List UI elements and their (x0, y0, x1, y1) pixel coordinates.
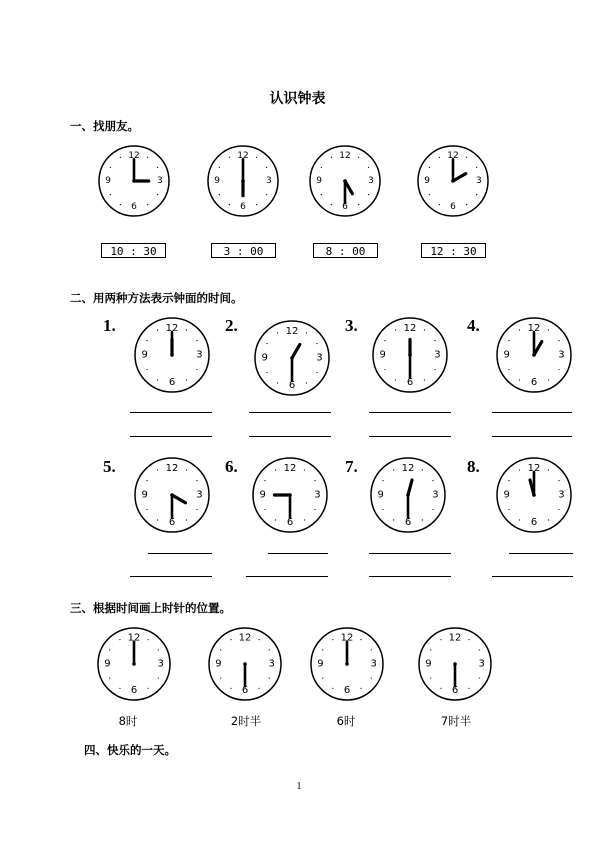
clock-numeral-bottom: 6 (168, 376, 176, 388)
clock-tick (220, 677, 221, 678)
clock-tick (548, 519, 549, 520)
clock-center (406, 493, 410, 497)
clock-tick (186, 519, 187, 520)
clock-numeral-left: 9 (215, 658, 222, 670)
clock-tick (466, 157, 467, 158)
clock-tick (266, 194, 267, 195)
clock-tick (440, 688, 441, 689)
clock-tick (519, 519, 520, 520)
answer-line[interactable] (148, 553, 212, 554)
clock-tick (434, 369, 435, 370)
clock-numeral-right: 3 (478, 658, 485, 670)
clock-numeral-right: 3 (370, 658, 377, 670)
clock-numeral-left: 9 (141, 489, 148, 501)
clock-numeral-bottom: 6 (241, 685, 249, 697)
clock-tick (322, 649, 323, 650)
clock-tick (258, 639, 259, 640)
clock-center (532, 493, 536, 497)
clock-tick (109, 677, 110, 678)
clock-tick (196, 340, 197, 341)
clock-tick (258, 688, 259, 689)
time-box-2: 3 : 00 (211, 243, 276, 258)
clock-tick (558, 340, 559, 341)
clock-numeral-top: 12 (527, 462, 541, 474)
clock-tick (275, 469, 276, 470)
clock-tick (382, 480, 383, 481)
clock-tick (314, 509, 315, 510)
clock-center (288, 493, 292, 497)
answer-line[interactable] (249, 436, 331, 437)
clock-tick (440, 639, 441, 640)
clock-tick (186, 329, 187, 330)
clock-tick (548, 329, 549, 330)
item-number-1: 1. (103, 316, 116, 335)
clock-numeral-left: 9 (503, 489, 510, 501)
clock-tick (368, 194, 369, 195)
section-4-heading: 四、快乐的一天。 (84, 743, 176, 757)
clock-tick (119, 639, 120, 640)
answer-line[interactable] (492, 576, 573, 577)
clock-tick (371, 677, 372, 678)
item-number-6: 6. (225, 457, 238, 476)
clock-numeral-top: 12 (237, 150, 249, 161)
clock-tick (479, 649, 480, 650)
clock-tick (439, 157, 440, 158)
clock-tick (316, 372, 317, 373)
question-clock-1 (132, 315, 212, 395)
clock-tick (157, 329, 158, 330)
clock-tick (430, 649, 431, 650)
clock-tick (466, 204, 467, 205)
clock-numeral-top: 12 (285, 325, 299, 337)
clock-tick (269, 649, 270, 650)
clock-center (170, 493, 174, 497)
clock-tick (321, 167, 322, 168)
clock-tick (146, 480, 147, 481)
clock-tick (256, 204, 257, 205)
answer-line[interactable] (369, 412, 451, 413)
clock-tick (186, 379, 187, 380)
clock-tick (266, 343, 267, 344)
question-clock-5 (132, 455, 212, 535)
page-title: 认识钟表 (269, 91, 326, 107)
time-caption-1: 8时 (118, 714, 138, 728)
clock-tick (393, 519, 394, 520)
clock-numeral-right: 3 (314, 489, 321, 501)
time-box-4: 12 : 30 (421, 243, 486, 258)
clock-numeral-left: 9 (379, 349, 386, 361)
clock-numeral-right: 3 (558, 349, 565, 361)
clock-tick (434, 340, 435, 341)
clock-tick (508, 509, 509, 510)
clock-tick (476, 194, 477, 195)
clock-numeral-top: 12 (401, 462, 415, 474)
clock-tick (508, 369, 509, 370)
time-caption-3: 6时 (336, 714, 356, 728)
draw-hand-clock-3 (308, 625, 386, 703)
clock-numeral-top: 12 (339, 150, 351, 161)
clock-tick (468, 639, 469, 640)
question-clock-8 (494, 455, 574, 535)
answer-line[interactable] (369, 576, 451, 577)
clock-numeral-right: 3 (157, 176, 163, 186)
clock-numeral-right: 3 (157, 658, 164, 670)
clock-numeral-top: 12 (447, 150, 459, 161)
clock-numeral-bottom: 6 (130, 685, 138, 697)
clock-numeral-left: 9 (377, 489, 384, 501)
clock-numeral-bottom: 6 (288, 379, 296, 391)
clock-numeral-bottom: 6 (131, 201, 137, 212)
clock-numeral-bottom: 6 (286, 516, 294, 528)
answer-line[interactable] (130, 576, 212, 577)
clock-tick (432, 480, 433, 481)
clock-tick (219, 167, 220, 168)
clock-tick (119, 688, 120, 689)
clock-tick (429, 167, 430, 168)
clock-numeral-bottom: 6 (451, 685, 459, 697)
clock-center (132, 179, 136, 183)
clock-center (290, 356, 294, 360)
clock-2 (205, 143, 281, 219)
clock-tick (306, 332, 307, 333)
question-clock-4 (494, 315, 574, 395)
clock-numeral-bottom: 6 (406, 376, 414, 388)
clock-tick (476, 167, 477, 168)
clock-numeral-right: 3 (558, 489, 565, 501)
clock-tick (314, 480, 315, 481)
clock-center (453, 662, 457, 666)
clock-tick (331, 204, 332, 205)
clock-1 (96, 143, 172, 219)
clock-tick (157, 167, 158, 168)
clock-numeral-right: 3 (266, 176, 272, 186)
clock-tick (109, 649, 110, 650)
clock-tick (424, 379, 425, 380)
clock-tick (219, 194, 220, 195)
clock-tick (321, 194, 322, 195)
clock-numeral-bottom: 6 (530, 376, 538, 388)
clock-tick (110, 194, 111, 195)
clock-tick (368, 167, 369, 168)
clock-tick (147, 688, 148, 689)
clock-numeral-bottom: 6 (450, 201, 456, 212)
answer-line[interactable] (130, 436, 212, 437)
answer-line[interactable] (246, 576, 328, 577)
draw-hand-clock-2 (206, 625, 284, 703)
draw-hand-clock-4 (416, 625, 494, 703)
clock-numeral-right: 3 (434, 349, 441, 361)
item-number-7: 7. (345, 457, 358, 476)
clock-tick (275, 519, 276, 520)
time-box-1: 10 : 30 (101, 243, 166, 258)
clock-center (243, 662, 247, 666)
item-number-3: 3. (345, 316, 358, 335)
answer-line[interactable] (492, 412, 572, 413)
clock-tick (508, 480, 509, 481)
clock-numeral-left: 9 (105, 176, 111, 186)
clock-tick (146, 509, 147, 510)
clock-3 (307, 143, 383, 219)
clock-tick (429, 194, 430, 195)
clock-numeral-right: 3 (196, 489, 203, 501)
clock-tick (519, 329, 520, 330)
clock-tick (120, 157, 121, 158)
answer-line[interactable] (268, 553, 328, 554)
answer-line[interactable] (369, 553, 451, 554)
clock-center (343, 179, 347, 183)
clock-center (170, 353, 174, 357)
clock-tick (395, 379, 396, 380)
clock-tick (264, 509, 265, 510)
clock-center (408, 353, 412, 357)
clock-tick (548, 469, 549, 470)
clock-numeral-top: 12 (403, 322, 417, 334)
question-clock-7 (368, 455, 448, 535)
clock-numeral-bottom: 6 (530, 516, 538, 528)
clock-4 (415, 143, 491, 219)
clock-numeral-top: 12 (340, 632, 354, 644)
clock-numeral-left: 9 (316, 176, 322, 186)
clock-tick (519, 379, 520, 380)
clock-tick (157, 379, 158, 380)
clock-tick (393, 469, 394, 470)
question-clock-2 (252, 318, 332, 398)
clock-tick (331, 157, 332, 158)
draw-hand-clock-1 (95, 625, 173, 703)
answer-line[interactable] (249, 412, 331, 413)
clock-numeral-right: 3 (196, 349, 203, 361)
clock-numeral-left: 9 (503, 349, 510, 361)
clock-tick (147, 204, 148, 205)
clock-tick (306, 382, 307, 383)
clock-tick (230, 688, 231, 689)
clock-tick (384, 369, 385, 370)
clock-tick (360, 688, 361, 689)
item-number-8: 8. (467, 457, 480, 476)
clock-tick (186, 469, 187, 470)
clock-numeral-top: 12 (527, 322, 541, 334)
clock-numeral-left: 9 (214, 176, 220, 186)
clock-numeral-right: 3 (368, 176, 374, 186)
section-2-heading: 二、用两种方法表示钟面的时间。 (70, 291, 243, 305)
clock-numeral-left: 9 (259, 489, 266, 501)
answer-line[interactable] (492, 436, 572, 437)
clock-tick (422, 519, 423, 520)
clock-tick (384, 340, 385, 341)
clock-tick (230, 639, 231, 640)
question-clock-3 (370, 315, 450, 395)
clock-tick (158, 677, 159, 678)
clock-tick (304, 519, 305, 520)
clock-tick (157, 469, 158, 470)
clock-numeral-top: 12 (165, 322, 179, 334)
clock-tick (269, 677, 270, 678)
clock-tick (316, 343, 317, 344)
clock-tick (157, 194, 158, 195)
time-caption-4: 7时半 (440, 714, 472, 728)
clock-tick (196, 509, 197, 510)
item-number-2: 2. (225, 316, 238, 335)
clock-tick (120, 204, 121, 205)
clock-tick (439, 204, 440, 205)
clock-tick (322, 677, 323, 678)
clock-tick (110, 167, 111, 168)
clock-tick (264, 480, 265, 481)
section-3-heading: 三、根据时间画上时针的位置。 (70, 601, 231, 615)
clock-numeral-top: 12 (238, 632, 252, 644)
answer-line[interactable] (369, 436, 451, 437)
clock-numeral-top: 12 (448, 632, 462, 644)
clock-tick (430, 677, 431, 678)
clock-tick (432, 509, 433, 510)
clock-numeral-left: 9 (425, 658, 432, 670)
clock-tick (196, 369, 197, 370)
clock-numeral-left: 9 (424, 176, 430, 186)
clock-numeral-bottom: 6 (343, 685, 351, 697)
clock-numeral-left: 9 (141, 349, 148, 361)
clock-numeral-bottom: 6 (168, 516, 176, 528)
clock-numeral-top: 12 (128, 150, 140, 161)
clock-numeral-right: 3 (432, 489, 439, 501)
time-box-3: 8 : 00 (313, 243, 378, 258)
clock-numeral-left: 9 (104, 658, 111, 670)
clock-tick (332, 688, 333, 689)
clock-tick (479, 677, 480, 678)
clock-numeral-left: 9 (317, 658, 324, 670)
clock-tick (508, 340, 509, 341)
clock-tick (519, 469, 520, 470)
clock-tick (371, 649, 372, 650)
clock-center (132, 662, 136, 666)
item-number-4: 4. (467, 316, 480, 335)
clock-numeral-bottom: 6 (240, 201, 246, 212)
clock-tick (558, 369, 559, 370)
question-clock-6 (250, 455, 330, 535)
clock-tick (277, 332, 278, 333)
clock-numeral-top: 12 (127, 632, 141, 644)
clock-tick (382, 509, 383, 510)
clock-tick (422, 469, 423, 470)
clock-tick (147, 157, 148, 158)
clock-tick (304, 469, 305, 470)
answer-line[interactable] (130, 412, 212, 413)
answer-line[interactable] (509, 553, 573, 554)
clock-tick (147, 639, 148, 640)
clock-numeral-top: 12 (283, 462, 297, 474)
clock-tick (468, 688, 469, 689)
clock-numeral-bottom: 6 (342, 201, 348, 212)
clock-tick (220, 649, 221, 650)
clock-tick (146, 340, 147, 341)
clock-numeral-right: 3 (476, 176, 482, 186)
clock-tick (360, 639, 361, 640)
clock-center (451, 179, 455, 183)
clock-tick (266, 372, 267, 373)
clock-tick (395, 329, 396, 330)
clock-numeral-right: 3 (316, 352, 323, 364)
clock-tick (256, 157, 257, 158)
clock-numeral-left: 9 (261, 352, 268, 364)
clock-tick (424, 329, 425, 330)
clock-tick (548, 379, 549, 380)
clock-tick (277, 382, 278, 383)
clock-tick (229, 157, 230, 158)
clock-tick (558, 509, 559, 510)
clock-center (241, 179, 245, 183)
page-number: 1 (296, 781, 302, 792)
clock-tick (358, 204, 359, 205)
clock-numeral-right: 3 (268, 658, 275, 670)
clock-tick (158, 649, 159, 650)
clock-tick (157, 519, 158, 520)
clock-tick (332, 639, 333, 640)
item-number-5: 5. (103, 457, 116, 476)
clock-tick (558, 480, 559, 481)
clock-tick (146, 369, 147, 370)
time-caption-2: 2时半 (230, 714, 262, 728)
clock-numeral-bottom: 6 (404, 516, 412, 528)
clock-center (532, 353, 536, 357)
clock-center (345, 662, 349, 666)
clock-tick (229, 204, 230, 205)
clock-tick (266, 167, 267, 168)
section-1-heading: 一、找朋友。 (70, 119, 139, 133)
clock-numeral-top: 12 (165, 462, 179, 474)
clock-tick (358, 157, 359, 158)
clock-tick (196, 480, 197, 481)
